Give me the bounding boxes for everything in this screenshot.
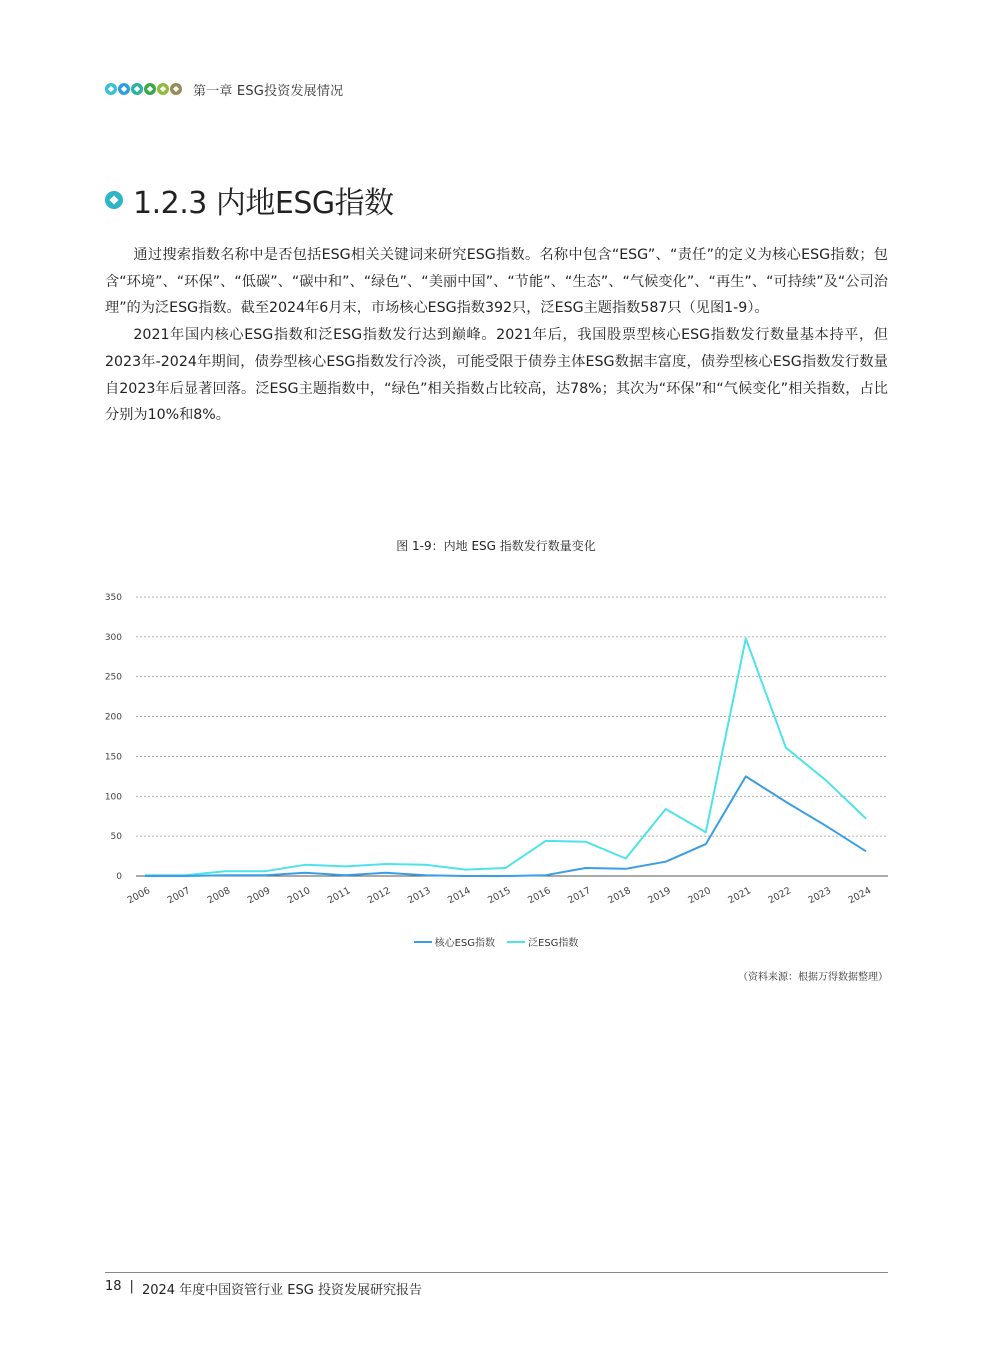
x-tick-label: 2009 <box>245 885 273 907</box>
legend-swatch-core <box>414 941 432 943</box>
x-tick-label: 2020 <box>686 885 713 907</box>
x-tick-label: 2016 <box>526 885 553 907</box>
report-title: 2024 年度中国资管行业 ESG 投资发展研究报告 <box>141 1283 422 1298</box>
x-tick-label: 2017 <box>566 885 593 907</box>
chapter-dots-icon <box>105 83 183 95</box>
x-tick-label: 2019 <box>646 885 673 907</box>
section-bullet-icon <box>105 191 123 209</box>
chart-legend <box>0 934 992 949</box>
x-tick-label: 2015 <box>486 885 513 907</box>
x-tick-label: 2018 <box>606 885 633 907</box>
y-tick-label: 300 <box>104 632 122 643</box>
dot-icon <box>170 83 182 95</box>
page-footer <box>105 1279 422 1298</box>
legend-item <box>414 934 495 949</box>
x-tick-label: 2011 <box>325 885 353 907</box>
x-tick-label: 2022 <box>766 885 793 907</box>
legend-swatch-broad <box>507 941 525 943</box>
y-tick-label: 250 <box>104 672 122 683</box>
series-line-core <box>145 776 866 876</box>
x-tick-label: 2013 <box>405 885 433 907</box>
x-tick-label: 2023 <box>806 885 834 907</box>
dot-icon <box>157 83 169 95</box>
section-heading <box>105 178 394 222</box>
y-tick-label: 0 <box>116 872 122 882</box>
figure-caption: 图 1-9：内地 ESG 指数发行数量变化 <box>396 539 596 553</box>
x-tick-label: 2007 <box>165 885 193 907</box>
x-tick-label: 2010 <box>285 885 313 907</box>
line-chart <box>100 585 900 924</box>
chart-svg <box>100 585 900 920</box>
y-tick-label: 100 <box>104 792 122 803</box>
dot-icon <box>105 83 117 95</box>
x-tick-label: 2024 <box>846 885 874 907</box>
y-tick-label: 150 <box>104 752 122 763</box>
x-tick-label: 2006 <box>125 885 153 907</box>
page-header <box>105 80 343 98</box>
series-line-broad <box>145 639 866 876</box>
dot-icon <box>131 83 143 95</box>
x-tick-label: 2008 <box>205 885 233 907</box>
y-tick-label: 200 <box>104 712 122 723</box>
paragraph: 通过搜索指数名称中是否包括ESG相关关键词来研究ESG指数。名称中包含“ESG”、“责任”的定义为核心ESG指数；包含“环境”、“环保”、“低碳”、“碳中和”、“绿色”、“美丽中国”、“节能”、“生态”、“气候变化”、“再生”、“可持续”及“公司治理”的为泛ESG指数。截至2024年6月末，市场核心ESG指数392只，泛ESG主题指数587只（见图1-9）。 <box>105 247 888 317</box>
legend-label: 核心ESG指数 <box>434 938 495 949</box>
footer-divider <box>105 1272 888 1273</box>
footer-separator: | <box>129 1279 134 1294</box>
chapter-title: 第一章 ESG投资发展情况 <box>193 83 344 99</box>
legend-item <box>507 934 578 949</box>
legend-label: 泛ESG指数 <box>528 938 579 949</box>
y-tick-label: 50 <box>110 832 122 843</box>
body-text <box>105 242 888 429</box>
paragraph: 2021年国内核心ESG指数和泛ESG指数发行达到巅峰。2021年后，我国股票型核心ESG指数发行数量基本持平，但2023年-2024年期间，债券型核心ESG指数发行冷淡，可能受限于债券主体ESG数据丰富度，债券型核心ESG指数发行数量自2023年后显著回落。泛ESG主题指数中，“绿色”相关指数占比较高，达78%；其次为“环保”和“气候变化”相关指数，占比分别为10%和8%。 <box>105 327 888 424</box>
x-tick-label: 2014 <box>446 885 473 907</box>
x-tick-label: 2021 <box>726 885 753 907</box>
y-tick-label: 350 <box>104 593 122 603</box>
section-title: 1.2.3 内地ESG指数 <box>133 186 394 221</box>
page-number: 18 <box>105 1279 122 1294</box>
dot-icon <box>144 83 156 95</box>
figure-source: （资料来源：根据万得数据整理） <box>738 972 888 983</box>
x-tick-label: 2012 <box>365 885 393 907</box>
dot-icon <box>118 83 130 95</box>
